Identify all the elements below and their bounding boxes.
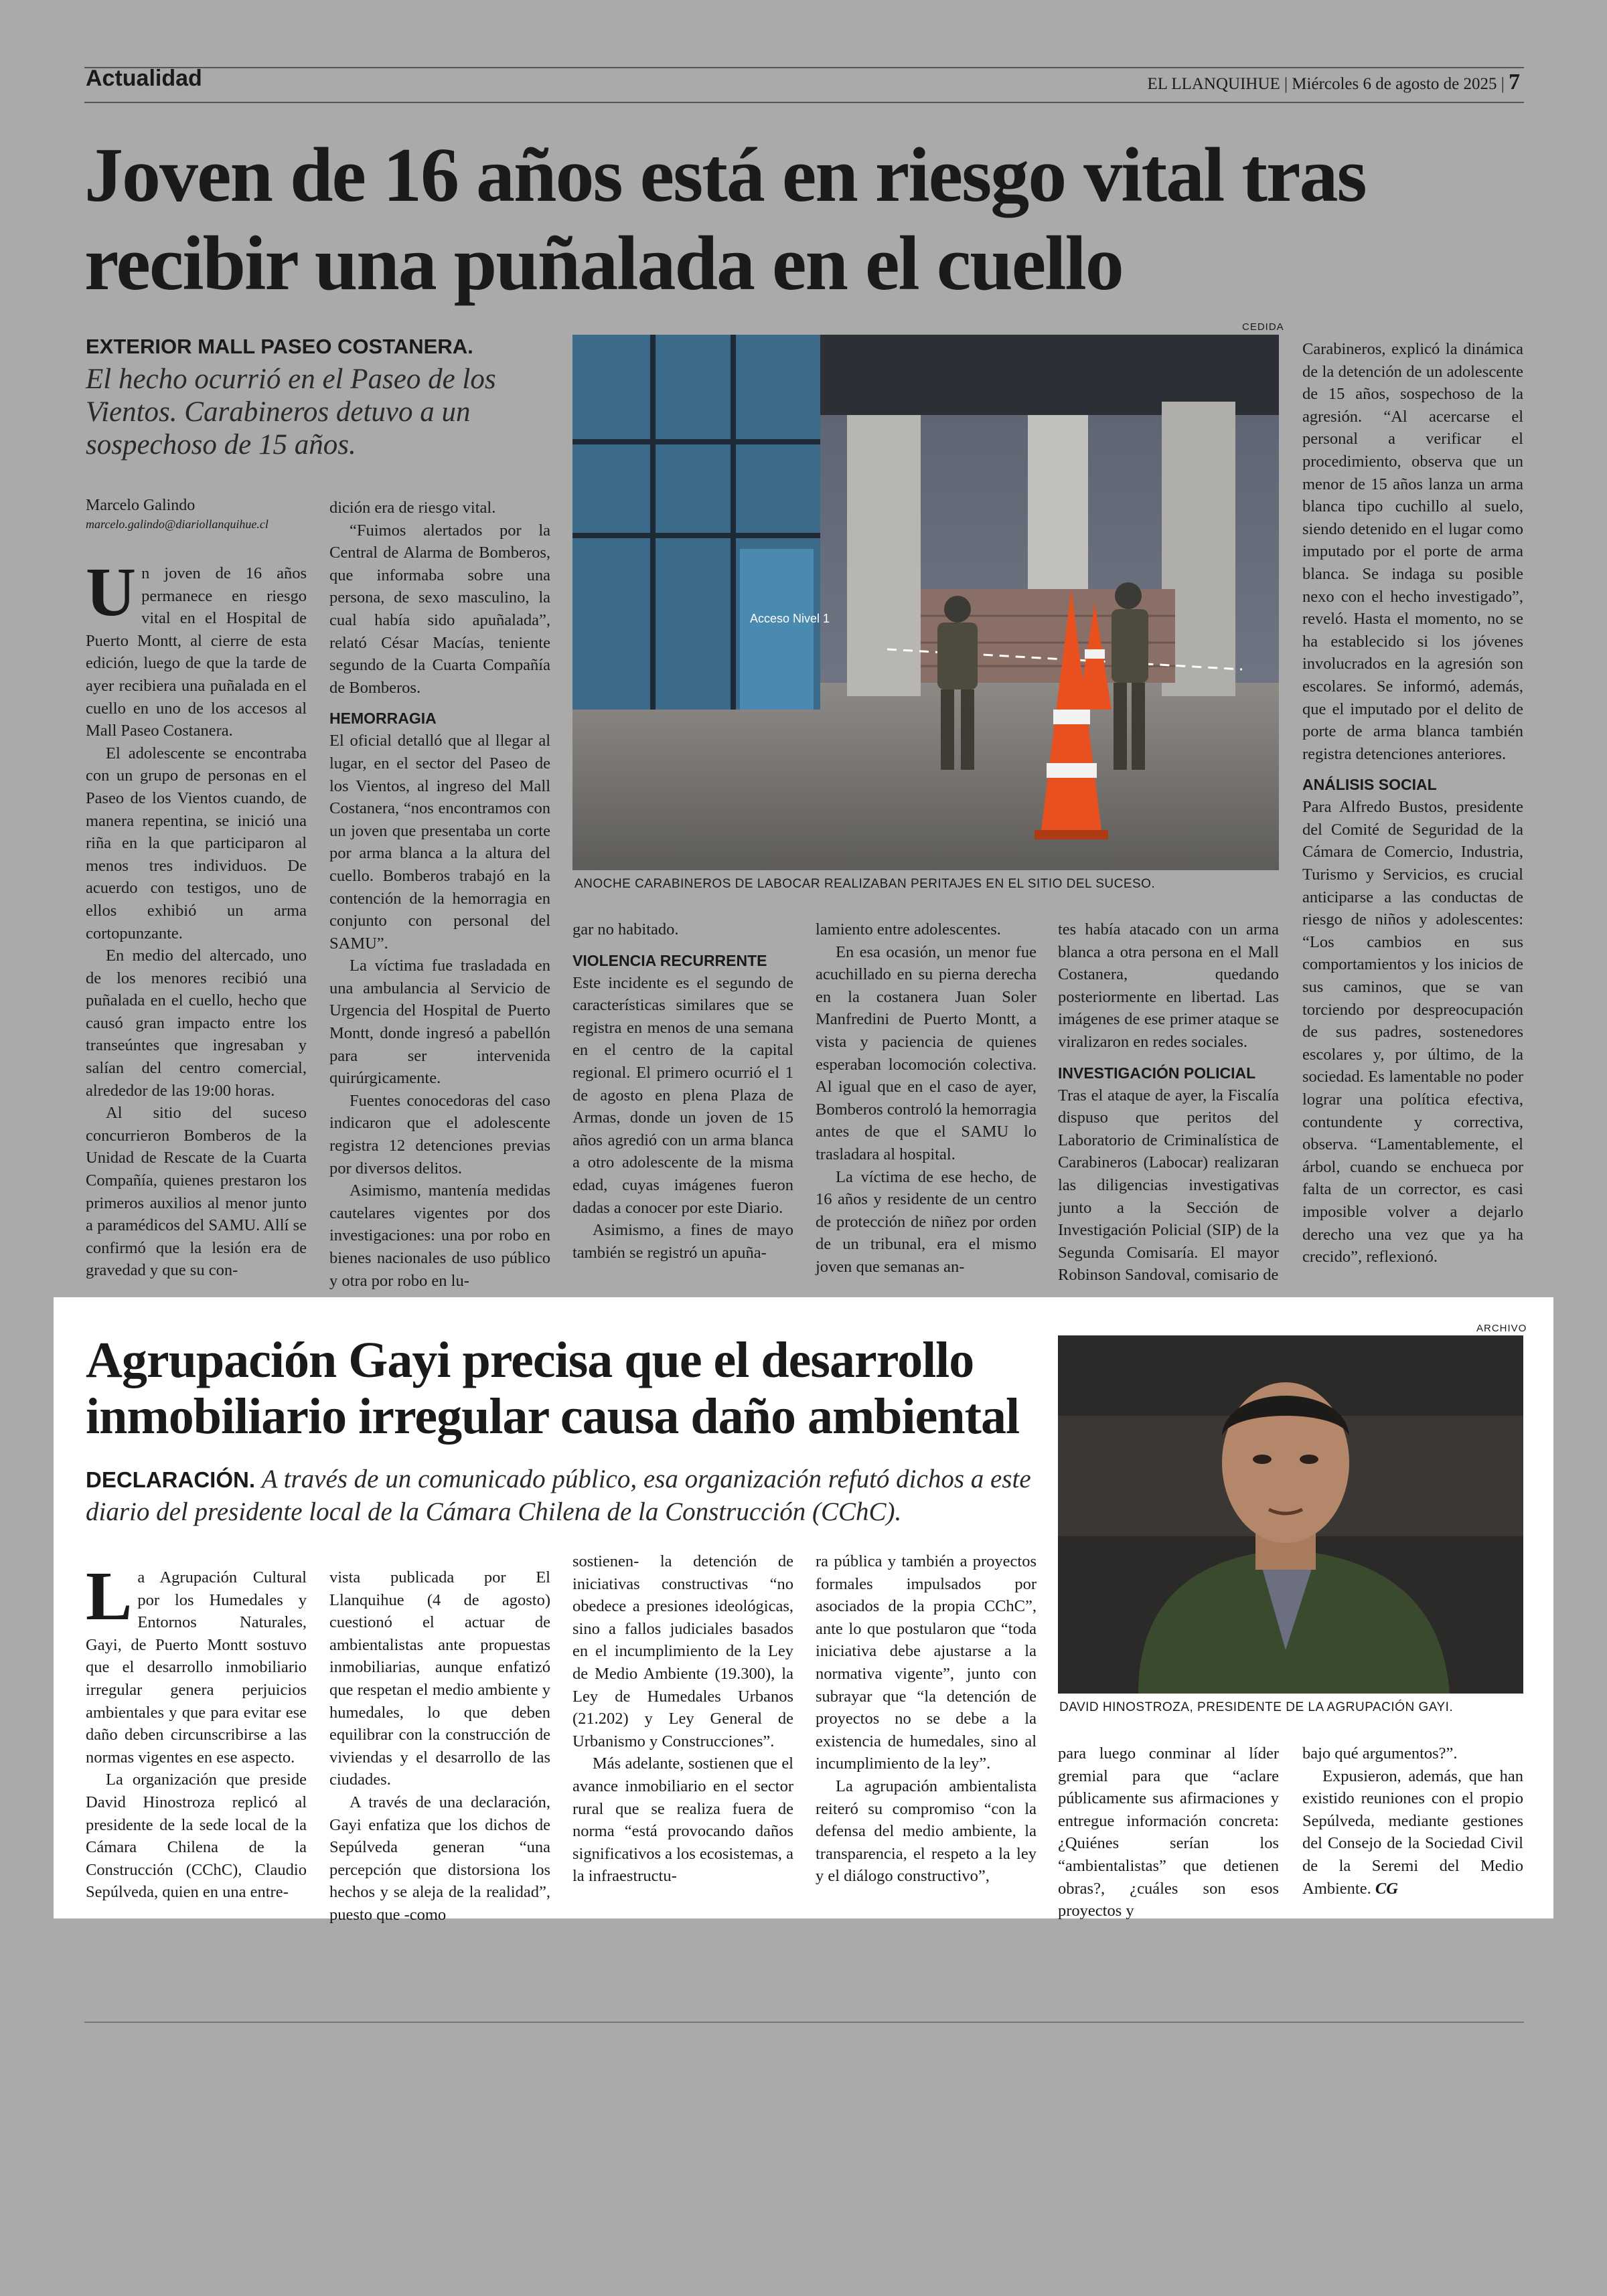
paragraph: Asimismo, a fines de mayo también se registró un apuña- — [572, 1221, 793, 1262]
paragraph: Este incidente es el segundo de características similares que se registra en menos de una semana en el centro de la capital regional. El primero ocurrió el 1 de agosto en plena Plaza de Armas, donde un joven de 15 años agredió con un arma blanca a otro adolescente de la misma edad, cuyas imágenes fueron dadas a conocer por este Diario. — [572, 973, 793, 1217]
subheading: ANÁLISIS SOCIAL — [1302, 776, 1437, 794]
crime-scene-photo — [572, 335, 1279, 870]
article1-dropcap: U — [86, 554, 137, 631]
paragraph: dición era de riesgo vital. — [329, 499, 496, 517]
subheading: VIOLENCIA RECURRENTE — [572, 951, 767, 969]
paragraph: vista publicada por El Llanquihue (4 de agosto) cuestionó el actuar de ambientalistas ante propuestas inmobiliarias, aunque enfatizó que respetan el medio ambiente y humedales, lo que deben equilibrar con la construcción de viviendas y el desarrollo de las ciudades. — [329, 1568, 550, 1789]
paragraph: sostienen- la detención de iniciativas constructivas “no obedece a presiones ideológicas, sino a fallos judiciales basados en el incumplimiento de la Ley de Medio Ambiente (19.300), la Ley de Humedales Urbanos (21.202) y Ley General de Urbanismo y Construcciones”. — [572, 1552, 793, 1750]
author-email: marcelo.galindo@diariollanquihue.cl — [86, 517, 269, 531]
article2-headline: Agrupación Gayi precisa que el desarrollo inmobiliario irregular causa daño ambiental — [86, 1332, 1020, 1445]
article1-column-2 — [329, 497, 550, 1292]
paragraph: “Fuimos alertados por la Central de Alarma de Bomberos, que informaba sobre una persona, de sexo masculino, la cual había sido apuñalada”, relató César Macías, teniente segundo de la Cuarta Compañía de Bomberos. — [329, 521, 550, 697]
paragraph: El adolescente se encontraba con un grupo de personas en el Paseo de los Vientos cuando, de manera repentina, se inició una riña en la que participaron al menos tres individuos. De acuerdo con testigos, uno de ellos exhibió un arma cortopunzante. — [86, 744, 307, 942]
article2-column-5 — [1058, 1742, 1279, 1922]
portrait-illustration — [1058, 1335, 1523, 1694]
subheading: INVESTIGACIÓN POLICIAL — [1058, 1064, 1256, 1082]
paragraph: La agrupación ambientalista reiteró su compromiso “con la defensa del medio ambiente, la transparencia, el respeto a la ley y el diálogo constructivo”, — [816, 1777, 1037, 1886]
article2-column-1 — [86, 1558, 307, 1904]
paragraph: Expusieron, además, que han existido reuniones con el propio Sepúlveda, mediante gestiones del Consejo de la Sociedad Civil de la Seremi del Medio Ambiente. — [1302, 1767, 1523, 1898]
article1-dek: El hecho ocurrió en el Paseo de los Vientos. Carabineros detuvo a un sospechoso de 15 años. — [86, 363, 496, 461]
byline — [86, 497, 307, 531]
article1-column-3 — [572, 918, 793, 1264]
paragraph: En esa ocasión, un menor fue acuchillado en su pierna derecha en la costanera Juan Soler Manfredini de Puerto Montt, a vista y paciencia de quienes esperaban locomoción colectiva. Al igual que en el caso de ayer, Bomberos controló la hemorragia antes de que el SAMU lo trasladara al hospital. — [816, 942, 1037, 1163]
article1-column-5 — [1058, 918, 1279, 1287]
paragraph: ra pública y también a proyectos formales impulsados por asociados de la propia CChC”, ante lo que postularon que “toda iniciativa debe ajustarse a la normativa vigente”, junto con subrayar que “la detención de proyectos no se debe a la existencia de humedales, sino al incumplimiento de la ley”. — [816, 1552, 1037, 1773]
paragraph: El oficial detalló que al llegar al lugar, en el sector del Paseo de los Vientos, al ingreso del Mall Costanera, “nos encontramos con un joven que presentaba un corte por arma blanca a la altura del cuello. Bomberos trabajó en la contención de la hemorragia en conjunto con personal del SAMU”. — [329, 732, 550, 953]
page-number: 7 — [1509, 70, 1520, 94]
paragraph: Para Alfredo Bustos, presidente del Comité de Seguridad de la Cámara de Comercio, Industria, Turismo y Servicios, es crucial anticiparse a las conductas de riesgo de niños y adolescentes: “Los cambios en sus comportamientos y los inicios de sus caminos, que se van torciendo por despreocupación de sus padres, sostenedores escolares y, por último, de la sociedad. Es lamentable no poder lograr una política efectiva, contundente y correctiva, observa. “Lamentablemente, el árbol, cuando se enchueca por falta de un corrector, es casi imposible volver a dejarlo derecho una vez que ya ha crecido”, reflexionó. — [1302, 798, 1523, 1266]
paragraph: bajo qué argumentos?”. — [1302, 1744, 1458, 1762]
article1-deck-block — [86, 335, 501, 461]
paragraph: La víctima fue trasladada en una ambulancia al Servicio de Urgencia del Hospital de Puerto Montt, donde ingresó a pabellón para ser intervenida quirúrgicamente. — [329, 957, 550, 1088]
paragraph: La organización que preside David Hinostroza replicó al presidente de la sede local de la Cámara Chilena de la Construcción (CChC), Claudio Sepúlveda, quien en una entre- — [86, 1771, 307, 1902]
photo-credit: CEDIDA — [1242, 321, 1284, 333]
paragraph: n joven de 16 años permanece en riesgo vital en el Hospital de Puerto Montt, al cierre de esta edición, luego de que la tarde de ayer recibiera una puñalada en el cuello en uno de los accesos al Mall Paseo Costanera. — [86, 564, 307, 740]
paragraph: En medio del altercado, uno de los menores recibió una puñalada en el cuello, hecho que causó gran impacto entre los transeúntes que ingresaban y salían del centro comercial, alrededor de las 19:00 horas. — [86, 947, 307, 1100]
paragraph: Fuentes conocedoras del caso indicaron que el adolescente registra 12 detenciones previas por diversos delitos. — [329, 1091, 550, 1177]
author-name: Marcelo Galindo — [86, 497, 196, 514]
article2-kicker: DECLARACIÓN. — [86, 1467, 255, 1492]
article2-photo-caption: DAVID HINOSTROZA, PRESIDENTE DE LA AGRUPACIÓN GAYI. — [1059, 1700, 1454, 1714]
issue-date: Miércoles 6 de agosto de 2025 — [1292, 75, 1497, 93]
access-sign: Acceso Nivel 1 — [750, 612, 830, 625]
article1-column-6 — [1302, 338, 1523, 1268]
article2-deck-block — [86, 1463, 1037, 1528]
paragraph: lamiento entre adolescentes. — [816, 920, 1001, 938]
paragraph: Tras el ataque de ayer, la Fiscalía dispuso que peritos del Laboratorio de Criminalística de Carabineros (Labocar) realizaran las diligencias investigativas junto a la Sección de Investigación Policial (SIP) de la Segunda Comisaría. El mayor Robinson Sandoval, comisario de — [1058, 1086, 1279, 1285]
article1-headline: Joven de 16 años está en riesgo vital tras recibir una puñalada en el cuello — [84, 133, 1366, 307]
paragraph: La víctima de ese hecho, de 16 años y residente de un centro de protección de niñez por orden de un tribunal, era el mismo joven que semanas an- — [816, 1167, 1037, 1276]
article2-column-3 — [572, 1550, 793, 1888]
paragraph: Carabineros, explicó la dinámica de la detención de un adolescente de 15 años, sospechoso de la agresión. “Al acercarse el personal a verificar el procedimiento, observa que un menor de 15 años lanza un arma blanca tipo cuchillo al suelo, siendo detenido en el lugar como imputado por el porte de arma blanca. Se indaga su posible nexo con el hecho investigado”, reveló. Hasta el momento, no se ha establecido si los jóvenes involucrados en la agresión son escolares. Se informó, además, que el imputado por el delito de porte de arma blanca también registra detenciones anteriores. — [1302, 340, 1523, 763]
portrait-photo — [1058, 1335, 1523, 1694]
paragraph: Más adelante, sostienen que el avance inmobiliario en el sector rural que se realiza fuera de norma “está provocando daños significativos a los ecosistemas, a la infraestructu- — [572, 1754, 793, 1886]
article1-column-1 — [86, 554, 307, 1282]
paragraph: para luego conminar al líder gremial para que “aclare públicamente sus afirmaciones y entregue información concreta: ¿Quiénes serían los “ambientalistas” que detienen obras?, ¿cuáles son esos proyectos y — [1058, 1744, 1279, 1920]
article2-column-2 — [329, 1566, 550, 1926]
article1-kicker: EXTERIOR MALL PASEO COSTANERA. — [86, 335, 473, 358]
article2-column-4 — [816, 1550, 1037, 1888]
paragraph: a Agrupación Cultural por los Humedales y Entornos Naturales, Gayi, de Puerto Montt sostuvo que el desarrollo inmobiliario irregular genera perjuicios ambientales y que para evitar ese daño deben circunscribirse a las normas vigentes en ese aspecto. — [86, 1568, 307, 1767]
paragraph: Asimismo, mantenía medidas cautelares vigentes por dos investigaciones: una por robo en bienes nacionales de uso público y otra por robo en lu- — [329, 1181, 550, 1290]
masthead: EL LLANQUIHUE | Miércoles 6 de agosto de 2025 | 7 — [1147, 70, 1520, 94]
crime-scene-illustration — [572, 335, 1279, 870]
paragraph: gar no habitado. — [572, 920, 679, 938]
author-signature: CG — [1375, 1879, 1398, 1898]
photo-credit: ARCHIVO — [1476, 1323, 1527, 1334]
article2-dek: A través de un comunicado público, esa organización refutó dichos a este diario del presidente local de la Cámara Chilena de la Construcción (CChC). — [86, 1465, 1031, 1526]
paragraph: A través de una declaración, Gayi enfatiza que los dichos de Sepúlveda generan “una percepción que distorsiona los hechos y se aleja de la realidad”, puesto que -como — [329, 1793, 550, 1924]
paragraph: tes había atacado con un arma blanca a otra persona en el Mall Costanera, quedando posteriormente en libertad. Las imágenes de ese primer ataque se viralizaron en redes sociales. — [1058, 920, 1279, 1051]
newspaper-name: EL LLANQUIHUE — [1147, 75, 1280, 93]
subheading: HEMORRAGIA — [329, 710, 437, 728]
section-label: Actualidad — [86, 66, 202, 91]
article2-dropcap: L — [86, 1558, 133, 1635]
article1-photo-caption: ANOCHE CARABINEROS DE LABOCAR REALIZABAN PERITAJES EN EL SITIO DEL SUCESO. — [575, 877, 1156, 891]
article1-column-4 — [816, 918, 1037, 1279]
article2-column-6 — [1302, 1742, 1523, 1900]
paragraph: Al sitio del suceso concurrieron Bomberos de la Unidad de Rescate de la Cuarta Compañía, quienes prestaron los primeros auxilios al menor junto a paramédicos del SAMU. Allí se confirmó que la lesión era de gravedad y que su con- — [86, 1104, 307, 1280]
